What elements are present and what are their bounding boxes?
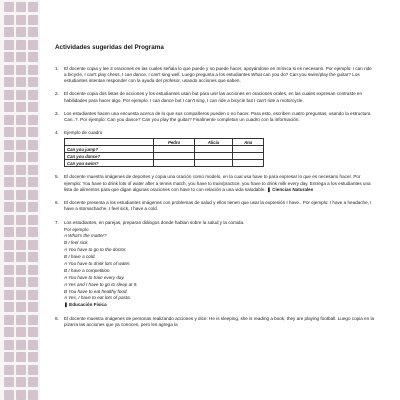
decorative-dot bbox=[4, 102, 14, 112]
decorative-dot bbox=[28, 90, 38, 100]
activity-7 bbox=[55, 220, 375, 310]
table-row bbox=[65, 146, 264, 153]
decorative-dot bbox=[4, 27, 14, 37]
decorative-dot bbox=[28, 252, 38, 262]
activity-number: 8. bbox=[55, 316, 59, 322]
decorative-dot bbox=[28, 227, 38, 237]
decorative-dot bbox=[16, 365, 26, 375]
decorative-dot bbox=[4, 15, 14, 25]
activity-text: El docente copia dos listas de acciones y los estudiantes usan but para unir las acciones en oraciones orales, en las cuales expresan contraste en habilidades para hacer algo. Por ejemplo: I can dance but I can't sing, I can ride a bicycle but I can't ride a motorcycle. bbox=[64, 91, 363, 103]
decorative-dot bbox=[4, 390, 14, 400]
decorative-dot bbox=[16, 177, 26, 187]
decorative-dot bbox=[4, 340, 14, 350]
table-cell bbox=[233, 160, 264, 167]
table-header-row bbox=[65, 139, 264, 146]
decorative-dot bbox=[16, 265, 26, 275]
decorative-dot bbox=[4, 302, 14, 312]
decorative-dot bbox=[16, 202, 26, 212]
table-caption: Ejemplo de cuadro bbox=[64, 130, 103, 136]
decorative-dot bbox=[28, 127, 38, 137]
decorative-dot bbox=[16, 227, 26, 237]
table-row bbox=[65, 153, 264, 160]
activity-number: 1. bbox=[55, 65, 59, 71]
dialog-line: B I feel sick. bbox=[64, 240, 89, 246]
table-cell bbox=[194, 160, 233, 167]
decorative-dot bbox=[4, 215, 14, 225]
decorative-dot bbox=[4, 2, 14, 12]
table-header-cell: Pedro bbox=[154, 139, 194, 146]
decorative-dot bbox=[28, 290, 38, 300]
decorative-dot bbox=[28, 352, 38, 362]
decorative-dot bbox=[28, 377, 38, 387]
decorative-dot bbox=[28, 115, 38, 125]
table-cell bbox=[233, 146, 264, 153]
activity-8 bbox=[55, 316, 375, 328]
activity-number: 4. bbox=[55, 130, 59, 136]
decorative-dot bbox=[28, 77, 38, 87]
dialog-line: A You have to go to the doctor. bbox=[64, 247, 127, 253]
dialog-line: B I have a competition. bbox=[64, 267, 111, 273]
activity-number: 3. bbox=[55, 110, 59, 116]
activity-4 bbox=[55, 130, 375, 167]
decorative-dot bbox=[16, 2, 26, 12]
decorative-dot bbox=[16, 165, 26, 175]
decorative-dot bbox=[4, 327, 14, 337]
decorative-dot bbox=[28, 327, 38, 337]
decorative-dot bbox=[16, 340, 26, 350]
dialog-line: A You have to train every day. bbox=[64, 274, 125, 280]
decorative-dot bbox=[28, 365, 38, 375]
activity-text: El docente muestra imágenes de personas realizando acciones y dice: He is sleeping, she is reading a book, they are playing football. Luego copia en la pizarra las acciones que ya conocen, pero les agrega la bbox=[64, 316, 375, 328]
decorative-dot bbox=[16, 102, 26, 112]
decorative-dot bbox=[16, 377, 26, 387]
table-header-cell bbox=[65, 139, 154, 146]
decorative-dot bbox=[4, 315, 14, 325]
decorative-dot bbox=[16, 352, 26, 362]
decorative-dot bbox=[4, 290, 14, 300]
decorative-dot bbox=[4, 352, 14, 362]
table-row-label: Can you swim? bbox=[65, 160, 154, 167]
decorative-dot bbox=[28, 390, 38, 400]
decorative-dot bbox=[28, 302, 38, 312]
decorative-dot bbox=[16, 152, 26, 162]
table-header-cell: Ana bbox=[233, 139, 264, 146]
decorative-dot bbox=[4, 240, 14, 250]
decorative-dot bbox=[28, 140, 38, 150]
decorative-dot bbox=[28, 152, 38, 162]
document-page bbox=[55, 44, 375, 336]
decorative-dot bbox=[28, 240, 38, 250]
decorative-dot bbox=[4, 40, 14, 50]
decorative-dot bbox=[28, 202, 38, 212]
decorative-dot bbox=[28, 215, 38, 225]
page-title: Actividades sugeridas del Programa bbox=[55, 44, 164, 51]
table-cell bbox=[154, 146, 194, 153]
decorative-dot bbox=[4, 265, 14, 275]
table-row-label: Can you dance? bbox=[65, 153, 154, 160]
dialog-line: A What's the matter? bbox=[64, 233, 107, 239]
decorative-dot bbox=[16, 90, 26, 100]
decorative-dot bbox=[16, 327, 26, 337]
decorative-dot bbox=[28, 277, 38, 287]
activity-2 bbox=[55, 91, 375, 103]
activity-text: Los estudiantes hacen una encuesta acerca de lo que sus compañeros pueden o no hacer. Para esto, escriben cuatro preguntas, usando la estructura Can..?. Por ejemplo: Can you dance? Can you play the guitar? Finalmente completan un cuadro con la información. bbox=[64, 110, 371, 122]
activity-3 bbox=[55, 111, 375, 123]
decorative-dot bbox=[16, 40, 26, 50]
decorative-dot bbox=[16, 65, 26, 75]
decorative-dot bbox=[4, 90, 14, 100]
decorative-dot bbox=[16, 27, 26, 37]
decorative-dot bbox=[4, 277, 14, 287]
decorative-dot bbox=[4, 377, 14, 387]
table-cell bbox=[154, 153, 194, 160]
table-cell bbox=[233, 153, 264, 160]
survey-table bbox=[64, 138, 264, 167]
table-cell bbox=[154, 160, 194, 167]
decorative-dot bbox=[4, 65, 14, 75]
subject-tag: ❚ Educación Física bbox=[64, 302, 107, 308]
dialog-line: A You have to drink lots of water. bbox=[64, 260, 131, 266]
activity-5 bbox=[55, 174, 375, 193]
dialog-line: A Yes, I have to eat lots of pasta. bbox=[64, 295, 131, 301]
decorative-dot bbox=[4, 77, 14, 87]
activity-6 bbox=[55, 200, 375, 212]
decorative-dot bbox=[16, 252, 26, 262]
decorative-dot bbox=[4, 227, 14, 237]
activity-text: Los estudiantes, en parejas, preparan diálogos donde hablan sobre la salud y la comida. bbox=[64, 219, 245, 225]
decorative-dot bbox=[4, 202, 14, 212]
decorative-dot bbox=[16, 302, 26, 312]
table-row-label: Can you jump? bbox=[65, 146, 154, 153]
decorative-dot bbox=[28, 2, 38, 12]
decorative-dot-margin bbox=[0, 0, 40, 400]
activity-text: El docente presenta a los estudiantes imágenes con problemas de salud y ellos tienen que usar la expresión I have.. Por ejemplo: I have a headache, I have a stomachache, I feel sick, I have a cold. bbox=[64, 200, 372, 212]
decorative-dot bbox=[16, 127, 26, 137]
activity-number: 5. bbox=[55, 174, 59, 180]
decorative-dot bbox=[28, 177, 38, 187]
decorative-dot bbox=[4, 152, 14, 162]
activity-1 bbox=[55, 66, 375, 85]
decorative-dot bbox=[28, 15, 38, 25]
subject-tag: ❚ Ciencias Naturales bbox=[267, 186, 314, 192]
decorative-dot bbox=[4, 165, 14, 175]
activity-number: 6. bbox=[55, 200, 59, 206]
activity-number: 7. bbox=[55, 219, 59, 225]
decorative-dot bbox=[16, 52, 26, 62]
dialog-line: B I have a cold. bbox=[64, 254, 96, 260]
decorative-dot bbox=[28, 40, 38, 50]
decorative-dot bbox=[28, 190, 38, 200]
dialog-line: B You have to eat healthy food. bbox=[64, 288, 128, 294]
activity-number: 2. bbox=[55, 91, 59, 97]
table-cell bbox=[194, 146, 233, 153]
decorative-dot bbox=[28, 52, 38, 62]
decorative-dot bbox=[16, 315, 26, 325]
decorative-dot bbox=[4, 252, 14, 262]
decorative-dot bbox=[28, 340, 38, 350]
table-row bbox=[65, 160, 264, 167]
decorative-dot bbox=[4, 115, 14, 125]
decorative-dot bbox=[16, 115, 26, 125]
subject-tag-label: Educación Física bbox=[69, 302, 107, 308]
table-header-cell: Alicia bbox=[194, 139, 233, 146]
decorative-dot bbox=[28, 165, 38, 175]
decorative-dot bbox=[28, 315, 38, 325]
decorative-dot bbox=[16, 290, 26, 300]
decorative-dot bbox=[4, 127, 14, 137]
decorative-dot bbox=[16, 140, 26, 150]
decorative-dot bbox=[4, 177, 14, 187]
dialog-line: A Yes and I have to go to sleep at 9. bbox=[64, 281, 138, 287]
decorative-dot bbox=[16, 277, 26, 287]
decorative-dot bbox=[28, 65, 38, 75]
decorative-dot bbox=[28, 102, 38, 112]
decorative-dot bbox=[16, 77, 26, 87]
decorative-dot bbox=[16, 190, 26, 200]
decorative-dot bbox=[16, 390, 26, 400]
decorative-dot bbox=[4, 190, 14, 200]
decorative-dot bbox=[16, 15, 26, 25]
decorative-dot bbox=[16, 240, 26, 250]
decorative-dot bbox=[28, 265, 38, 275]
table-cell bbox=[194, 153, 233, 160]
decorative-dot bbox=[28, 27, 38, 37]
subject-tag-label: Ciencias Naturales bbox=[272, 186, 314, 192]
decorative-dot bbox=[16, 215, 26, 225]
decorative-dot bbox=[4, 52, 14, 62]
activity-text: El docente copia y lee 2 oraciones en las cuales señala lo que puede y no puede hacer, apoyándose en mímica si es necesario. Por ejemplo: I can ride a bicycle, I can't play chess, I can dance, I can't sing well. Luego pregunta a los estudiantes What can you do? Can you swim/play the guitar? Los estudiantes intentan responder con la ayuda del profesor, usando acciones que saben. bbox=[64, 65, 372, 84]
decorative-dot bbox=[4, 140, 14, 150]
activity-text: El docente muestra imágenes de deportes y copia una oración como modelo, en la cual usa have to para expresar lo que es necesario hacer. Por ejemplo: You have to drink lots of water after a tennis match, you have to train/practice, you have to drink milk every day. Entrega a los estudiantes una lista de alimentos para que digan algunas oraciones con have to con relación a una vida saludable. bbox=[64, 174, 371, 192]
dialog-label: Por ejemplo bbox=[64, 226, 89, 232]
decorative-dot bbox=[4, 365, 14, 375]
